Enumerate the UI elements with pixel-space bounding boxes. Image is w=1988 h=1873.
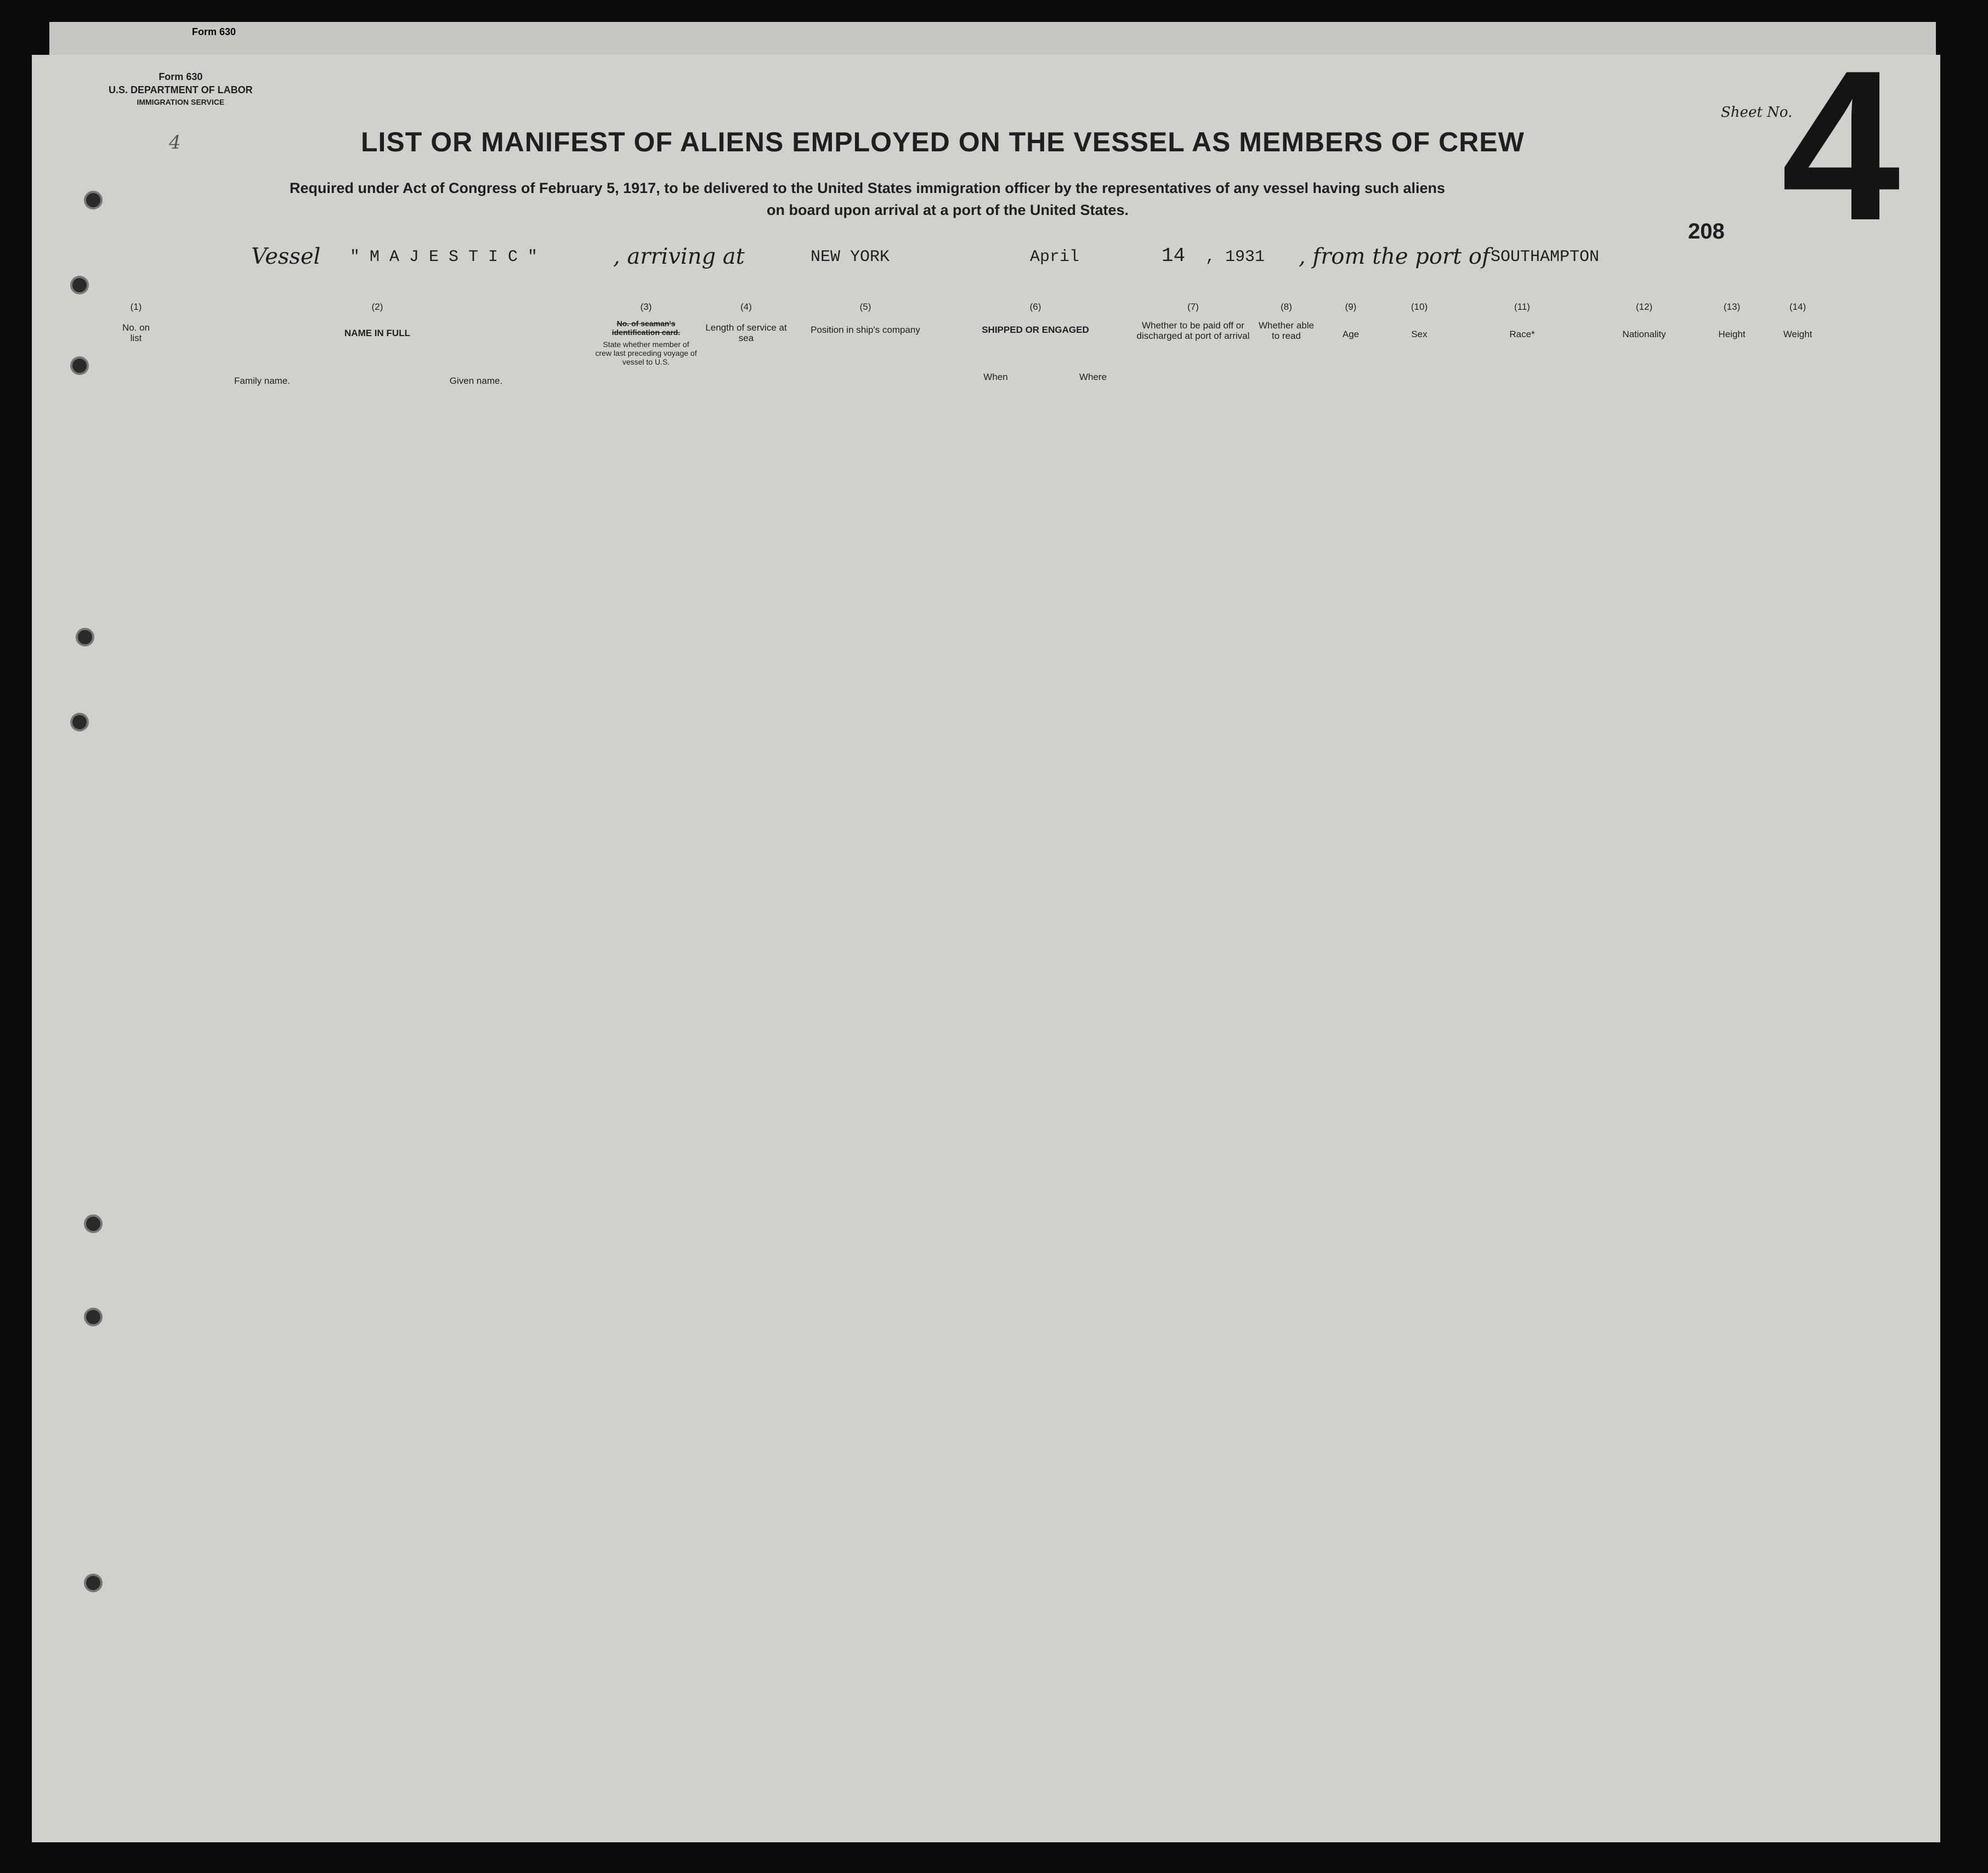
punch-hole [84,191,103,209]
header-number: (1) No. on list [122,302,150,344]
sheet-number: 4 [1781,26,1900,265]
arrival-month: April [1030,248,1080,266]
punch-hole [70,276,89,294]
header-name: (2) NAME IN FULL [344,302,410,338]
vessel-name: " M A J E S T I C " [350,248,538,266]
punch-hole [84,1574,103,1592]
header-race: (11) Race* [1509,302,1535,339]
manifest-page [32,26,1940,1842]
header-given-name: Given name. [449,376,503,386]
header-nationality: (12) Nationality [1622,302,1666,339]
arrival-year: , 1931 [1205,248,1265,266]
punch-hole [70,713,89,731]
arrival-day: 14 [1162,245,1186,267]
vessel-label: Vessel [251,244,321,269]
departure-port: SOUTHAMPTON [1491,248,1600,266]
sheet-label: Sheet No. [1721,104,1793,121]
arrival-port: NEW YORK [811,248,890,266]
header-weight: (14) Weight [1783,302,1813,339]
header-sex: (10) Sex [1411,302,1428,339]
header-previous-voyage: (3) No. of seaman's identification card. State whether member of crew last preceding voyage of vessel to U.S. [595,302,697,366]
header-shipped-engaged: (6) SHIPPED OR ENGAGED [982,302,1089,335]
department-name: U.S. DEPARTMENT OF LABOR [109,84,253,96]
header-position: (5) Position in ship's company [811,302,920,335]
form-number: Form 630 [158,71,203,82]
form-header [109,70,253,107]
header-family-name: Family name. [234,376,291,386]
header-length-of-service: (4) Length of service at sea [705,302,787,344]
service-name: IMMIGRATION SERVICE [137,97,225,106]
header-height: (13) Height [1718,302,1746,339]
punch-hole [76,628,94,646]
back-sheet-form-number: Form 630 [192,26,236,37]
header-when: When [983,372,1008,382]
pencil-mark: 4 [169,132,181,154]
page-title: LIST OR MANIFEST OF ALIENS EMPLOYED ON THE VESSEL AS MEMBERS OF CREW [361,127,1525,157]
header-where: Where [1079,372,1107,382]
sheet-code: 208 [1688,219,1725,243]
header-age: (9) Age [1342,302,1360,339]
subtitle-line-2: on board upon arrival at a port of the United States. [767,202,1129,218]
arriving-label: , arriving at [613,244,745,269]
punch-hole [84,1214,103,1233]
from-port-label: , from the port of [1299,244,1490,269]
punch-hole [84,1308,103,1326]
subtitle-line-1: Required under Act of Congress of February 5, 1917, to be delivered to the United States immigration officer by the representatives of any vessel having such aliens [290,180,1446,196]
header-paid-off: (7) Whether to be paid off or discharged at port of arrival [1136,302,1250,342]
punch-hole [70,356,89,375]
header-able-to-read: (8) Whether able to read [1258,302,1315,342]
